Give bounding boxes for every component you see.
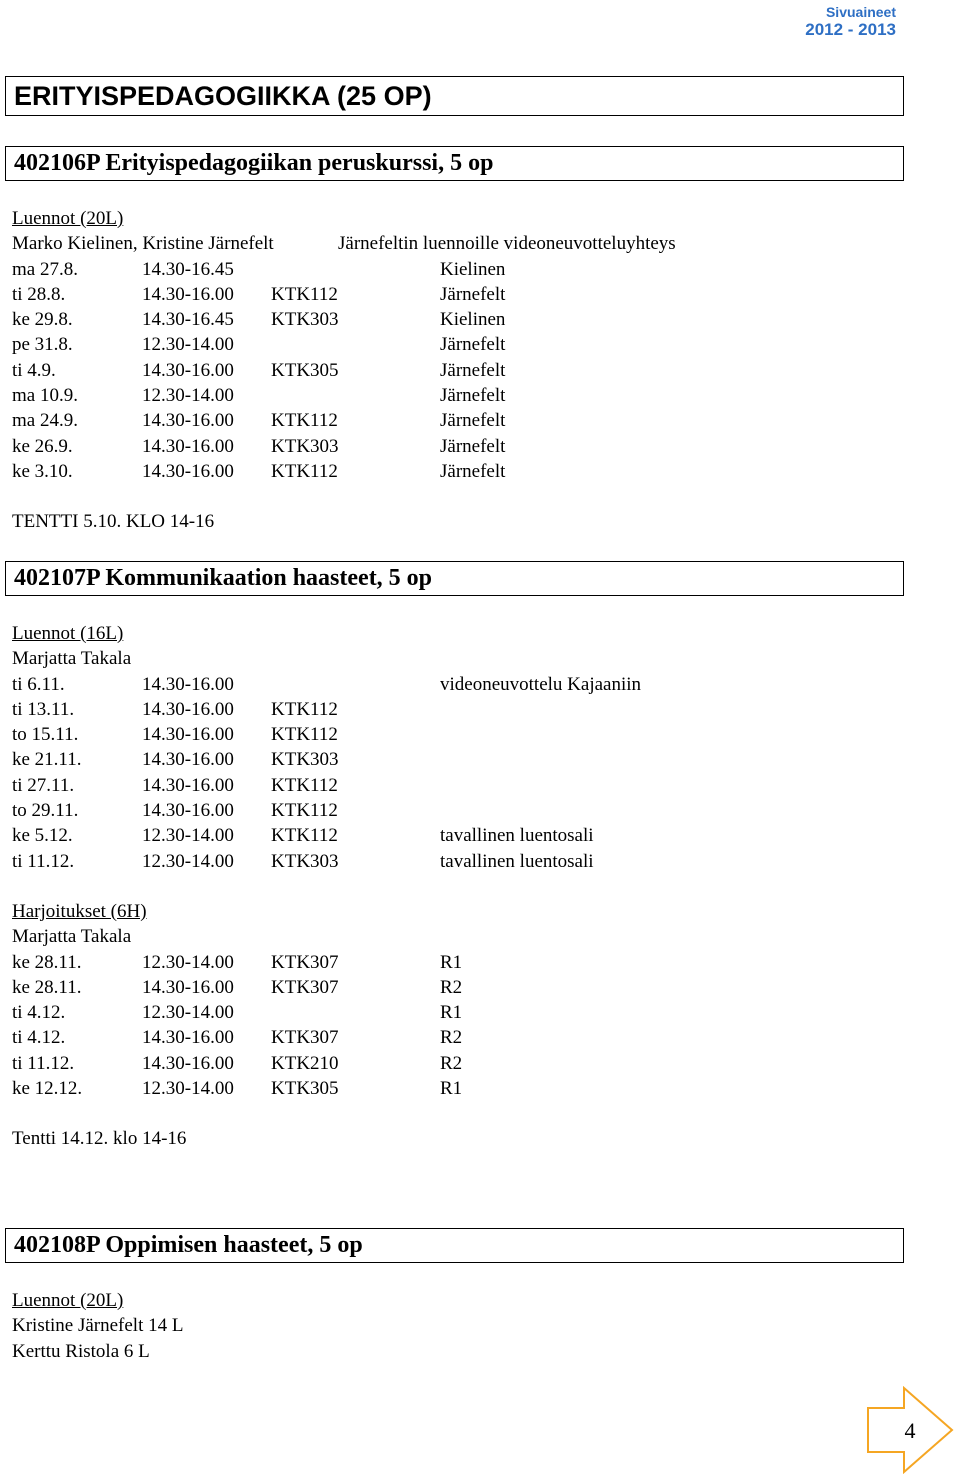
row-date: to 15.11.	[12, 724, 79, 746]
course-title-2: 402107P Kommunikaation haasteet, 5 op	[5, 561, 904, 596]
row-time: 14.30-16.45	[142, 309, 234, 331]
row-time: 14.30-16.00	[142, 1052, 234, 1074]
schedule-row	[12, 697, 338, 722]
exercises-teacher: Marjatta Takala	[12, 926, 132, 948]
schedule-row	[12, 823, 594, 848]
row-room: KTK307	[271, 976, 339, 998]
row-time: 14.30-16.00	[142, 800, 234, 822]
exam-line: Tentti 14.12. klo 14-16	[12, 1128, 187, 1150]
row-date: ke 29.8.	[12, 309, 73, 331]
schedule-row	[12, 798, 338, 823]
row-room: KTK112	[271, 460, 338, 482]
row-time: 14.30-16.00	[142, 1027, 234, 1049]
row-date: ti 6.11.	[12, 673, 65, 695]
row-room: KTK112	[271, 825, 338, 847]
row-date: ti 11.12.	[12, 850, 75, 872]
row-room: KTK303	[271, 749, 339, 771]
row-note: videoneuvottelu Kajaaniin	[440, 673, 642, 695]
schedule-row	[12, 307, 506, 332]
row-date: ke 5.12.	[12, 825, 73, 847]
row-room: KTK210	[271, 1052, 339, 1074]
row-note: Järnefelt	[440, 334, 506, 356]
row-room: KTK112	[271, 724, 338, 746]
schedule-row	[12, 1000, 463, 1025]
row-note: Kielinen	[440, 309, 506, 331]
row-date: ke 21.11.	[12, 749, 82, 771]
exercise-schedule	[12, 950, 463, 1102]
exercises-heading: Harjoitukset (6H)	[12, 900, 147, 922]
row-time: 14.30-16.00	[142, 976, 234, 998]
lectures-heading: Luennot (20L)	[12, 208, 124, 229]
lectures-heading: Luennot (20L)	[12, 1290, 124, 1311]
row-note: Järnefelt	[440, 385, 506, 407]
schedule-row	[12, 383, 506, 408]
row-note: R1	[440, 1002, 463, 1024]
row-date: ti 4.12.	[12, 1002, 66, 1024]
row-room: KTK112	[271, 774, 338, 796]
teacher-line: Kristine Järnefelt 14 L	[12, 1315, 184, 1337]
row-date: ma 24.9.	[12, 410, 78, 432]
teachers-line: Marjatta Takala	[12, 648, 132, 670]
teachers-line	[12, 231, 676, 256]
schedule-row	[12, 408, 506, 433]
page-header	[805, 4, 896, 40]
schedule-row	[12, 282, 506, 307]
row-note: tavallinen luentosali	[440, 825, 594, 847]
row-date: ke 12.12.	[12, 1078, 83, 1100]
schedule-row	[12, 950, 463, 975]
schedule-row	[12, 358, 506, 383]
row-date: ti 4.9.	[12, 359, 56, 381]
row-time: 12.30-14.00	[142, 334, 234, 356]
row-time: 14.30-16.00	[142, 410, 234, 432]
row-date: ti 11.12.	[12, 1052, 75, 1074]
row-date: to 29.11.	[12, 800, 79, 822]
row-date: ke 28.11.	[12, 976, 82, 998]
row-time: 12.30-14.00	[142, 1078, 234, 1100]
row-time: 14.30-16.00	[142, 359, 234, 381]
exam-line: TENTTI 5.10. KLO 14-16	[12, 511, 215, 533]
page-number: 4	[904, 1418, 916, 1443]
page-title: ERITYISPEDAGOGIIKKA (25 OP)	[5, 76, 904, 116]
schedule-row	[12, 1051, 463, 1076]
row-room: KTK303	[271, 435, 339, 457]
row-note: R1	[440, 1078, 463, 1100]
schedule-row	[12, 773, 338, 798]
row-room: KTK303	[271, 850, 339, 872]
header-year: 2012 - 2013	[805, 20, 896, 39]
row-date: ma 10.9.	[12, 385, 78, 407]
row-date: ti 28.8.	[12, 283, 66, 305]
row-room: KTK305	[271, 1078, 339, 1100]
course-1-section	[12, 206, 676, 535]
schedule-row	[12, 1076, 463, 1101]
schedule-row	[12, 747, 339, 772]
row-note: Järnefelt	[440, 410, 506, 432]
row-note: R2	[440, 976, 463, 998]
row-room: KTK305	[271, 359, 339, 381]
schedule-row	[12, 332, 506, 357]
row-date: ti 27.11.	[12, 774, 75, 796]
row-note: Kielinen	[440, 258, 506, 280]
row-note: Järnefelt	[440, 359, 506, 381]
row-note: R2	[440, 1052, 463, 1074]
row-time: 14.30-16.00	[142, 460, 234, 482]
schedule-row	[12, 1025, 463, 1050]
schedule-row	[12, 849, 594, 874]
row-time: 14.30-16.45	[142, 258, 234, 280]
lecture-schedule	[12, 672, 642, 874]
row-room: KTK112	[271, 283, 338, 305]
schedule-row	[12, 672, 642, 697]
row-time: 12.30-14.00	[142, 1002, 234, 1024]
lecture-schedule	[12, 257, 506, 485]
course-2-section	[12, 621, 642, 1152]
lectures-heading: Luennot (16L)	[12, 623, 124, 644]
row-date: ke 26.9.	[12, 435, 73, 457]
row-time: 14.30-16.00	[142, 774, 234, 796]
row-time: 12.30-14.00	[142, 850, 234, 872]
course-3-section	[12, 1288, 183, 1364]
teachers-note: Järnefeltin luennoille videoneuvotteluyhteys	[338, 233, 676, 255]
teachers: Marko Kielinen, Kristine Järnefelt	[12, 233, 274, 255]
header-label: Sivuaineet	[825, 4, 896, 20]
row-note: R2	[440, 1027, 463, 1049]
schedule-row	[12, 257, 506, 282]
schedule-row	[12, 459, 506, 484]
row-room: KTK112	[271, 698, 338, 720]
row-room: KTK112	[271, 410, 338, 432]
row-room: KTK307	[271, 1027, 339, 1049]
row-time: 14.30-16.00	[142, 698, 234, 720]
row-time: 12.30-14.00	[142, 951, 234, 973]
row-room: KTK112	[271, 800, 338, 822]
row-time: 14.30-16.00	[142, 724, 234, 746]
row-room: KTK307	[271, 951, 339, 973]
row-date: ma 27.8.	[12, 258, 78, 280]
page-number-arrow-icon	[866, 1386, 954, 1474]
row-note: Järnefelt	[440, 435, 506, 457]
row-room: KTK303	[271, 309, 339, 331]
row-date: ke 28.11.	[12, 951, 82, 973]
row-time: 12.30-14.00	[142, 825, 234, 847]
row-time: 14.30-16.00	[142, 749, 234, 771]
course-title-3: 402108P Oppimisen haasteet, 5 op	[5, 1228, 904, 1263]
row-note: tavallinen luentosali	[440, 850, 594, 872]
schedule-row	[12, 722, 338, 747]
row-time: 14.30-16.00	[142, 673, 234, 695]
row-note: Järnefelt	[440, 283, 506, 305]
row-date: ti 13.11.	[12, 698, 75, 720]
row-date: ke 3.10.	[12, 460, 73, 482]
row-time: 12.30-14.00	[142, 385, 234, 407]
schedule-row	[12, 975, 463, 1000]
row-time: 14.30-16.00	[142, 283, 234, 305]
course-title-1: 402106P Erityispedagogiikan peruskurssi, 5 op	[5, 146, 904, 181]
row-date: ti 4.12.	[12, 1027, 66, 1049]
teacher-line: Kerttu Ristola 6 L	[12, 1340, 150, 1362]
row-time: 14.30-16.00	[142, 435, 234, 457]
row-date: pe 31.8.	[12, 334, 73, 356]
row-note: R1	[440, 951, 463, 973]
schedule-row	[12, 434, 506, 459]
row-note: Järnefelt	[440, 460, 506, 482]
